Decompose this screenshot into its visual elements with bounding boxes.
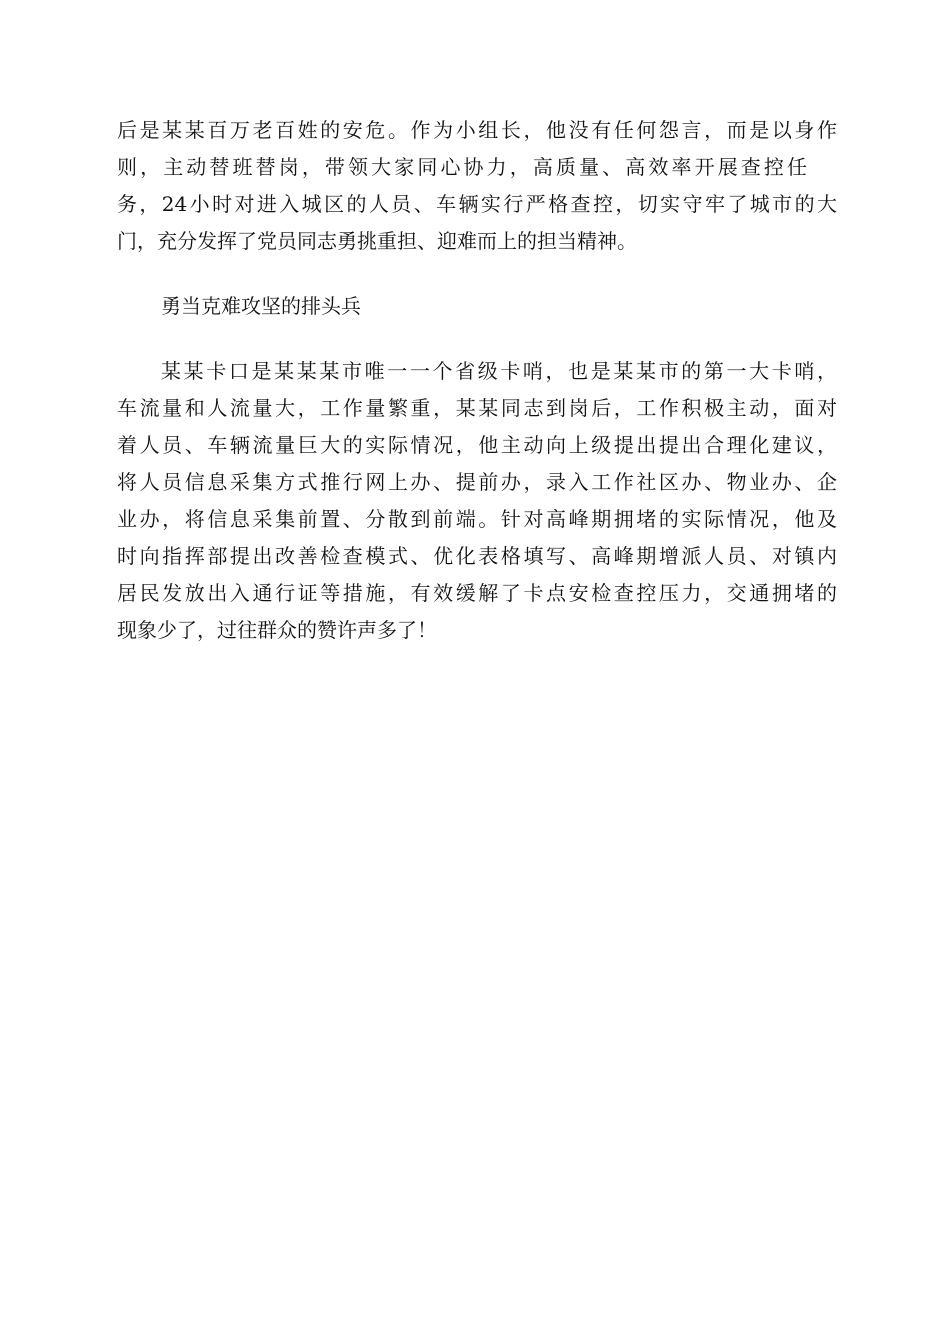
text-line: 某某卡口是某某某市唯一一个省级卡哨，也是某某市的第一大卡哨， bbox=[161, 359, 837, 383]
text-line: 则，主动替班替岗，带领大家同心协力，高质量、高效率开展查控任 bbox=[117, 155, 807, 179]
text-line: 着人员、车辆流量巨大的实际情况，他主动向上级提出提出合理化建议， bbox=[117, 433, 837, 457]
text-line: 车流量和人流量大，工作量繁重，某某同志到岗后，工作积极主动，面对 bbox=[117, 396, 837, 420]
text-line: 时向指挥部提出改善检查模式、优化表格填写、高峰期增派人员、对镇内 bbox=[117, 544, 837, 568]
document-body bbox=[117, 112, 837, 649]
paragraph-gap bbox=[117, 325, 837, 353]
text-line: 门，充分发挥了党员同志勇挑重担、迎难而上的担当精神。 bbox=[117, 229, 637, 253]
text-line: 务，24小时对进入城区的人员、车辆实行严格查控，切实守牢了城市的大 bbox=[117, 192, 837, 216]
text-line: 后是某某百万老百姓的安危。作为小组长，他没有任何怨言，而是以身作 bbox=[117, 118, 837, 142]
text-line: 将人员信息采集方式推行网上办、提前办，录入工作社区办、物业办、企 bbox=[117, 470, 837, 494]
text-line: 现象少了，过往群众的赞许声多了！ bbox=[117, 618, 437, 642]
section-heading: 勇当克难攻坚的排头兵 bbox=[161, 294, 361, 318]
text-line: 居民发放出入通行证等措施，有效缓解了卡点安检查控压力，交通拥堵的 bbox=[117, 581, 837, 605]
paragraph-2 bbox=[117, 353, 837, 649]
text-line: 业办，将信息采集前置、分散到前端。针对高峰期拥堵的实际情况，他及 bbox=[117, 507, 837, 531]
paragraph-gap bbox=[117, 260, 837, 288]
paragraph-1 bbox=[117, 112, 837, 260]
